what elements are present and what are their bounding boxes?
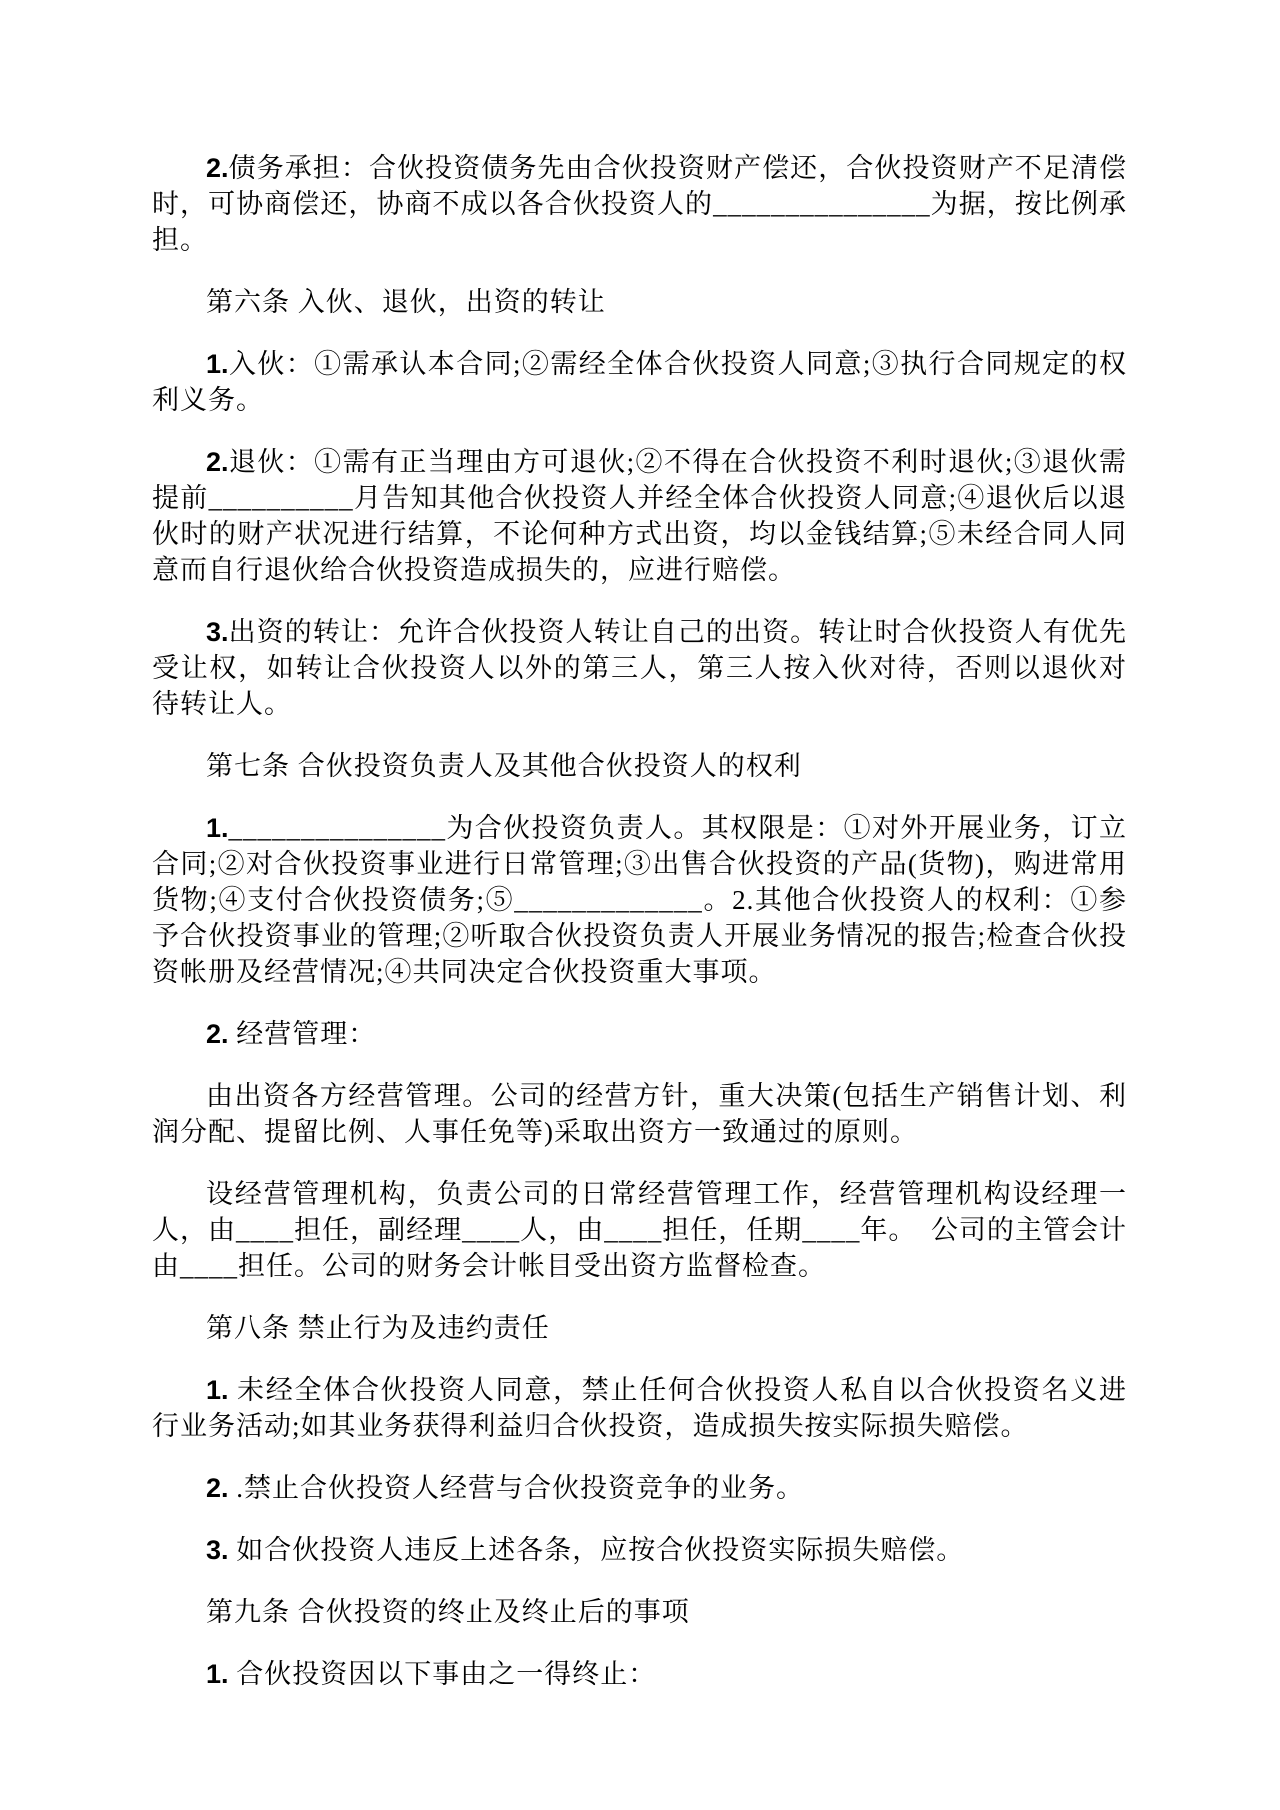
- paragraph-prohibited-3: [152, 1532, 1127, 1568]
- heading-article-8: [152, 1310, 1127, 1346]
- paragraph-joining: [152, 346, 1127, 418]
- heading-text: 第七条 合伙投资负责人及其他合伙投资人的权利: [206, 751, 802, 781]
- paragraph-termination-intro: [152, 1656, 1127, 1692]
- paragraph-number: 1.: [206, 813, 229, 843]
- paragraph-text: 未经全体合伙投资人同意，禁止任何合伙投资人私自以合伙投资名义进行业务活动;如其业务获得利益归合伙投资，造成损失按实际损失赔偿。: [152, 1375, 1127, 1441]
- paragraph-text: 出资的转让：允许合伙投资人转让自己的出资。转让时合伙投资人有优先受让权，如转让合伙投资人以外的第三人，第三人按入伙对待，否则以退伙对待转让人。: [152, 617, 1127, 719]
- paragraph-number: 2.: [206, 153, 229, 183]
- paragraph-number: 2.: [206, 1473, 229, 1503]
- heading-article-9: [152, 1594, 1127, 1630]
- paragraph-management-organization: [152, 1176, 1127, 1284]
- paragraph-text: 合伙投资因以下事由之一得终止：: [228, 1659, 657, 1689]
- paragraph-number: 2.: [206, 1019, 229, 1049]
- paragraph-number: 3.: [206, 617, 229, 647]
- paragraph-text: 债务承担：合伙投资债务先由合伙投资财产偿还，合伙投资财产不足清偿时，可协商偿还，协商不成以各合伙投资人的_______________为据，按比例承担。: [152, 153, 1127, 255]
- paragraph-text: 设经营管理机构，负责公司的日常经营管理工作，经营管理机构设经理一人，由____担任，副经理____人，由____担任，任期____年。 公司的主管会计由____担任。公司的财务会计帐目受出资方监督检查。: [152, 1179, 1127, 1281]
- paragraph-capital-transfer: [152, 614, 1127, 722]
- paragraph-number: 2.: [206, 447, 229, 477]
- paragraph-debt-assumption: [152, 150, 1127, 258]
- paragraph-text: 经营管理：: [228, 1019, 377, 1049]
- paragraph-management-principle: [152, 1078, 1127, 1150]
- heading-text: 第九条 合伙投资的终止及终止后的事项: [206, 1597, 690, 1627]
- paragraph-text: 由出资各方经营管理。公司的经营方针，重大决策(包括生产销售计划、利润分配、提留比例、人事任免等)采取出资方一致通过的原则。: [152, 1081, 1127, 1147]
- heading-text: 第八条 禁止行为及违约责任: [206, 1313, 550, 1343]
- paragraph-prohibited-1: [152, 1372, 1127, 1444]
- paragraph-text: 退伙：①需有正当理由方可退伙;②不得在合伙投资不利时退伙;③退伙需提前__________月告知其他合伙投资人并经全体合伙投资人同意;④退伙后以退伙时的财产状况进行结算，不论何种方式出资，均以金钱结算;⑤未经合同人同意而自行退伙给合伙投资造成损失的，应进行赔偿。: [152, 447, 1127, 585]
- paragraph-number: 1.: [206, 349, 229, 379]
- paragraph-withdrawal: [152, 444, 1127, 588]
- heading-article-7: [152, 748, 1127, 784]
- paragraph-number: 1.: [206, 1659, 229, 1689]
- paragraph-responsible-person-rights: [152, 810, 1127, 990]
- paragraph-text: _______________为合伙投资负责人。其权限是：①对外开展业务，订立合同;②对合伙投资事业进行日常管理;③出售合伙投资的产品(货物)，购进常用货物;④支付合伙投资债务;⑤_____________。2.其他合伙投资人的权利：①参予合伙投资事业的管理;②听取合伙投资负责人开展业务情况的报告;检查合伙投资帐册及经营情况;④共同决定合伙投资重大事项。: [152, 813, 1127, 987]
- paragraph-text: 入伙：①需承认本合同;②需经全体合伙投资人同意;③执行合同规定的权利义务。: [152, 349, 1127, 415]
- paragraph-number: 3.: [206, 1535, 229, 1565]
- paragraph-prohibited-2: [152, 1470, 1127, 1506]
- paragraph-management-label: [152, 1016, 1127, 1052]
- paragraph-text: .禁止合伙投资人经营与合伙投资竞争的业务。: [228, 1473, 805, 1503]
- heading-text: 第六条 入伙、退伙，出资的转让: [206, 287, 606, 317]
- paragraph-text: 如合伙投资人违反上述各条，应按合伙投资实际损失赔偿。: [228, 1535, 965, 1565]
- paragraph-number: 1.: [206, 1375, 229, 1405]
- heading-article-6: [152, 284, 1127, 320]
